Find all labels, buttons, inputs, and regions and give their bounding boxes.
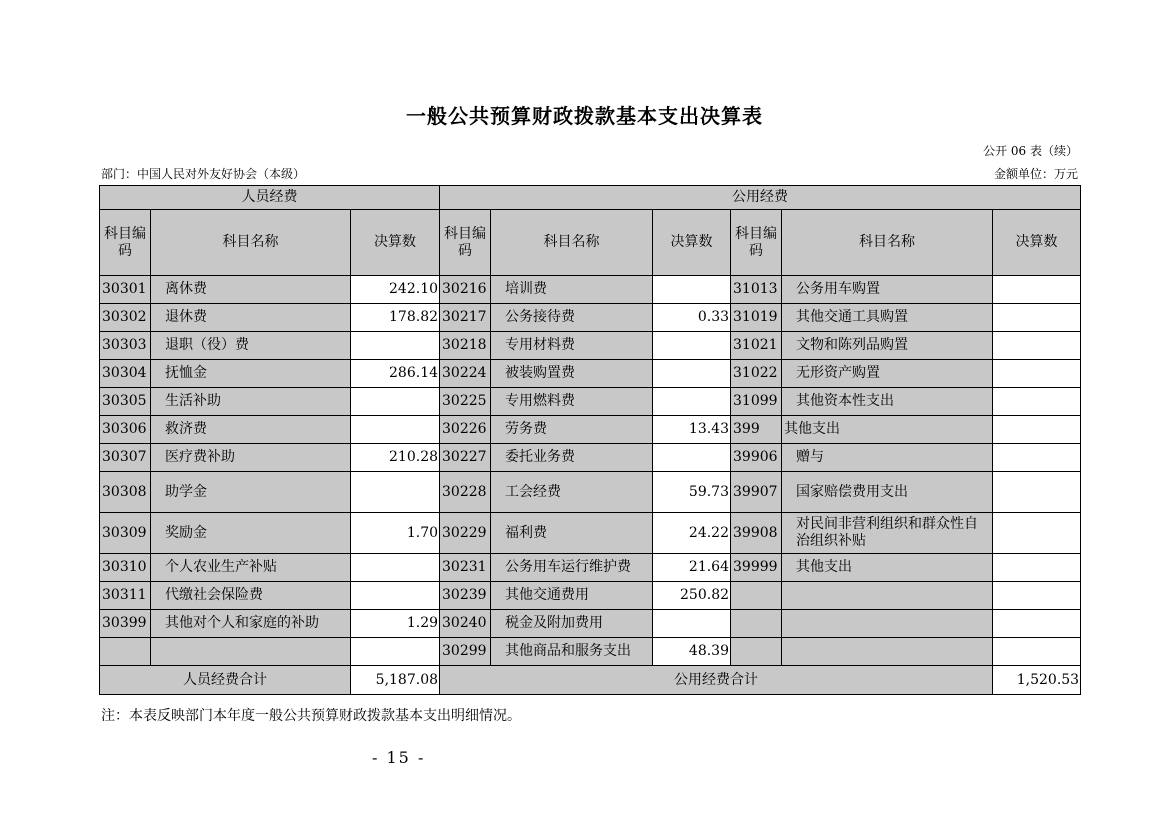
name-cell: 退职（役）费 [151,332,351,360]
code-cell: 31022 [731,360,782,388]
code-cell: 30303 [100,332,151,360]
name-cell [782,582,993,610]
code-header: 科目编码 [731,210,782,276]
page-title: 一般公共预算财政拨款基本支出决算表 [406,104,763,128]
code-cell [731,582,782,610]
name-cell: 代缴社会保险费 [151,582,351,610]
code-cell: 30302 [100,304,151,332]
table-row [100,472,1081,513]
code-header: 科目编码 [440,210,491,276]
department-label: 部门：中国人民对外友好协会（本级） [101,167,306,181]
amount-cell [351,472,440,513]
amount-cell [993,610,1081,638]
code-header: 科目编码 [100,210,151,276]
name-cell [151,638,351,666]
code-cell: 30218 [440,332,491,360]
code-cell: 30228 [440,472,491,513]
amount-cell [993,554,1081,582]
amount-cell [993,582,1081,610]
amount-cell [993,472,1081,513]
amount-cell: 24.22 [653,513,731,554]
code-cell: 30311 [100,582,151,610]
code-cell: 31013 [731,276,782,304]
name-cell: 委托业务费 [491,444,653,472]
personnel-total-label: 人员经费合计 [100,666,351,695]
public-total-value: 1,520.53 [993,666,1081,695]
code-cell: 30399 [100,610,151,638]
name-cell: 福利费 [491,513,653,554]
amount-cell [351,554,440,582]
amount-cell: 0.33 [653,304,731,332]
table-row [100,416,1081,444]
expenditure-table [99,185,1081,695]
table-row [100,554,1081,582]
name-cell: 专用材料费 [491,332,653,360]
name-cell: 其他对个人和家庭的补助 [151,610,351,638]
code-cell: 30226 [440,416,491,444]
public-total-label: 公用经费合计 [440,666,993,695]
table-row [100,638,1081,666]
table-row [100,276,1081,304]
code-cell: 30231 [440,554,491,582]
amount-cell [351,332,440,360]
amount-cell: 178.82 [351,304,440,332]
amount-cell [993,332,1081,360]
code-cell [731,610,782,638]
unit-label: 金额单位：万元 [993,167,1078,181]
name-cell: 其他交通费用 [491,582,653,610]
table-row [100,388,1081,416]
name-header: 科目名称 [151,210,351,276]
name-cell [782,610,993,638]
page-number: - 15 - [372,748,426,767]
code-cell: 30229 [440,513,491,554]
amount-cell [653,444,731,472]
amount-cell [351,638,440,666]
name-cell: 赠与 [782,444,993,472]
name-cell: 退休费 [151,304,351,332]
amount-cell [351,416,440,444]
table-row [100,513,1081,554]
name-cell: 其他资本性支出 [782,388,993,416]
personnel-total-value: 5,187.08 [351,666,440,695]
table-row [100,332,1081,360]
name-cell: 公务用车购置 [782,276,993,304]
amount-cell [653,276,731,304]
name-cell: 助学金 [151,472,351,513]
name-cell: 劳务费 [491,416,653,444]
name-cell: 专用燃料费 [491,388,653,416]
code-cell: 31021 [731,332,782,360]
amount-cell [993,388,1081,416]
code-cell: 30306 [100,416,151,444]
table-row [100,360,1081,388]
table-number: 公开 06 表（续） [983,144,1078,158]
code-cell: 39908 [731,513,782,554]
name-cell: 其他交通工具购置 [782,304,993,332]
name-cell: 个人农业生产补贴 [151,554,351,582]
name-cell: 公务用车运行维护费 [491,554,653,582]
amount-cell: 286.14 [351,360,440,388]
name-cell: 离休费 [151,276,351,304]
code-cell: 30239 [440,582,491,610]
code-cell: 30304 [100,360,151,388]
amount-cell [993,276,1081,304]
name-cell: 抚恤金 [151,360,351,388]
amount-cell [993,513,1081,554]
amount-cell [993,304,1081,332]
name-cell [782,638,993,666]
name-cell: 医疗费补助 [151,444,351,472]
code-cell: 30217 [440,304,491,332]
code-cell: 30216 [440,276,491,304]
name-cell: 其他支出 [782,554,993,582]
amount-cell: 59.73 [653,472,731,513]
table-row [100,582,1081,610]
amount-cell: 13.43 [653,416,731,444]
name-cell: 生活补助 [151,388,351,416]
code-cell: 39907 [731,472,782,513]
name-cell: 救济费 [151,416,351,444]
amount-cell: 210.28 [351,444,440,472]
amount-cell: 48.39 [653,638,731,666]
amount-cell: 21.64 [653,554,731,582]
name-header: 科目名称 [782,210,993,276]
amount-cell [351,388,440,416]
name-cell: 奖励金 [151,513,351,554]
code-cell: 30225 [440,388,491,416]
name-cell: 对民间非营利组织和群众性自治组织补贴 [782,513,993,554]
amount-cell: 1.70 [351,513,440,554]
name-cell: 被装购置费 [491,360,653,388]
code-cell: 30227 [440,444,491,472]
code-cell: 30307 [100,444,151,472]
name-cell: 税金及附加费用 [491,610,653,638]
name-cell: 其他商品和服务支出 [491,638,653,666]
amount-cell [351,582,440,610]
code-cell: 30299 [440,638,491,666]
table-row [100,304,1081,332]
name-cell: 培训费 [491,276,653,304]
amount-header: 决算数 [351,210,440,276]
amount-cell: 1.29 [351,610,440,638]
public-header: 公用经费 [440,186,1081,210]
name-cell: 文物和陈列品购置 [782,332,993,360]
code-cell [100,638,151,666]
name-cell: 工会经费 [491,472,653,513]
code-cell: 39999 [731,554,782,582]
amount-header: 决算数 [653,210,731,276]
amount-header: 决算数 [993,210,1081,276]
code-cell: 30308 [100,472,151,513]
amount-cell [993,444,1081,472]
name-cell: 公务接待费 [491,304,653,332]
code-cell: 30310 [100,554,151,582]
name-cell: 无形资产购置 [782,360,993,388]
name-cell: 国家赔偿费用支出 [782,472,993,513]
amount-cell: 250.82 [653,582,731,610]
code-cell: 30240 [440,610,491,638]
amount-cell [653,610,731,638]
amount-cell [993,360,1081,388]
table-row [100,444,1081,472]
code-cell: 31099 [731,388,782,416]
table-row [100,610,1081,638]
code-cell: 31019 [731,304,782,332]
name-cell: 其他支出 [782,416,993,444]
code-cell: 30305 [100,388,151,416]
code-cell: 30309 [100,513,151,554]
code-cell: 39906 [731,444,782,472]
name-header: 科目名称 [491,210,653,276]
amount-cell: 242.10 [351,276,440,304]
amount-cell [653,388,731,416]
amount-cell [653,332,731,360]
code-cell [731,638,782,666]
footnote: 注：本表反映部门本年度一般公共预算财政拨款基本支出明细情况。 [101,708,521,724]
amount-cell [653,360,731,388]
code-cell: 399 [731,416,782,444]
code-cell: 30301 [100,276,151,304]
code-cell: 30224 [440,360,491,388]
amount-cell [993,416,1081,444]
personnel-header: 人员经费 [100,186,440,210]
amount-cell [993,638,1081,666]
